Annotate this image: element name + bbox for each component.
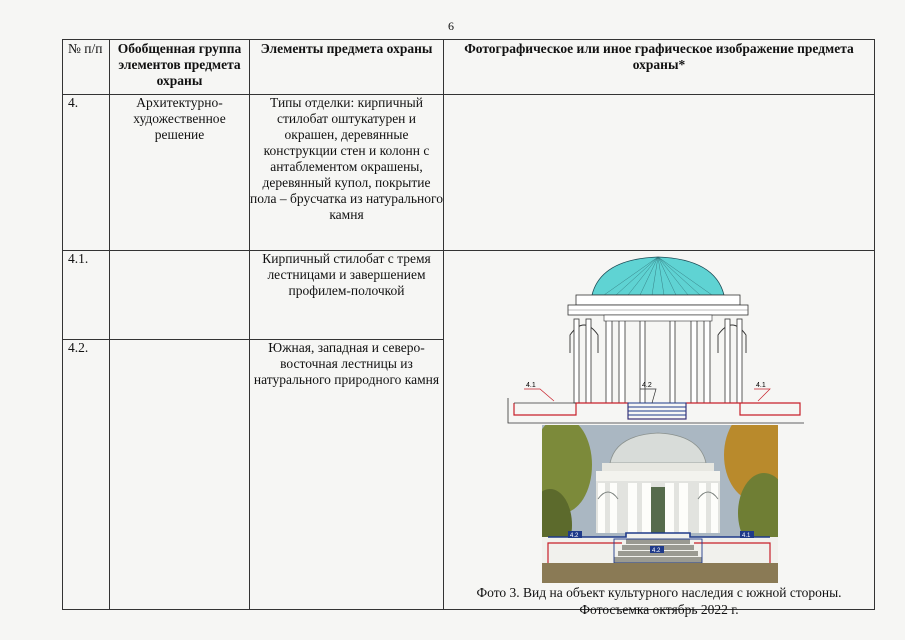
row-group bbox=[110, 251, 250, 340]
row-number: 4.2. bbox=[63, 340, 110, 610]
row-group: Архитектурно-художественное решение bbox=[110, 95, 250, 251]
row-elements: Южная, западная и северо-восточная лестницы из натурального природного камня bbox=[250, 340, 444, 610]
page-number: 6 bbox=[448, 19, 454, 33]
row-group bbox=[110, 340, 250, 610]
photo-label-left: 4.2 bbox=[570, 533, 579, 539]
drawing-label-center: 4.2 bbox=[642, 382, 652, 389]
elevation-drawing bbox=[504, 253, 804, 425]
protection-table bbox=[62, 39, 875, 617]
table-row bbox=[63, 95, 875, 251]
table-row bbox=[63, 251, 875, 340]
row-elements: Кирпичный стилобат с тремя лестницами и завершением профилем-полочкой bbox=[250, 251, 444, 340]
row-elements: Типы отделки: кирпичный стилобат оштукатурен и окрашен, деревянные конструкции стен и колонн с антаблементом окрашены, деревянный купол, покрытие пола – брусчатка из натурального камня bbox=[250, 95, 444, 251]
drawing-label-left: 4.1 bbox=[526, 382, 536, 389]
row-number: 4. bbox=[63, 95, 110, 251]
caption-line-2: Фотосъемка октябрь 2022 г. bbox=[579, 602, 739, 617]
header-group: Обобщенная группа элементов предмета охраны bbox=[110, 40, 250, 95]
header-elements: Элементы предмета охраны bbox=[250, 40, 444, 95]
row-number: 4.1. bbox=[63, 251, 110, 340]
drawing-label-right: 4.1 bbox=[756, 382, 766, 389]
row-image-empty bbox=[444, 95, 875, 251]
header-number: № п/п bbox=[63, 40, 110, 95]
photo-label-center: 4.2 bbox=[652, 548, 661, 554]
header-row bbox=[63, 40, 875, 95]
photo-caption bbox=[444, 584, 874, 618]
rotunda-photo bbox=[542, 425, 778, 583]
caption-line-1: Фото 3. Вид на объект культурного наследия с южной стороны. bbox=[476, 585, 842, 600]
image-cell bbox=[444, 251, 875, 617]
photo-label-right: 4.1 bbox=[742, 533, 751, 539]
header-image: Фотографическое или иное графическое изображение предмета охраны* bbox=[444, 40, 875, 95]
